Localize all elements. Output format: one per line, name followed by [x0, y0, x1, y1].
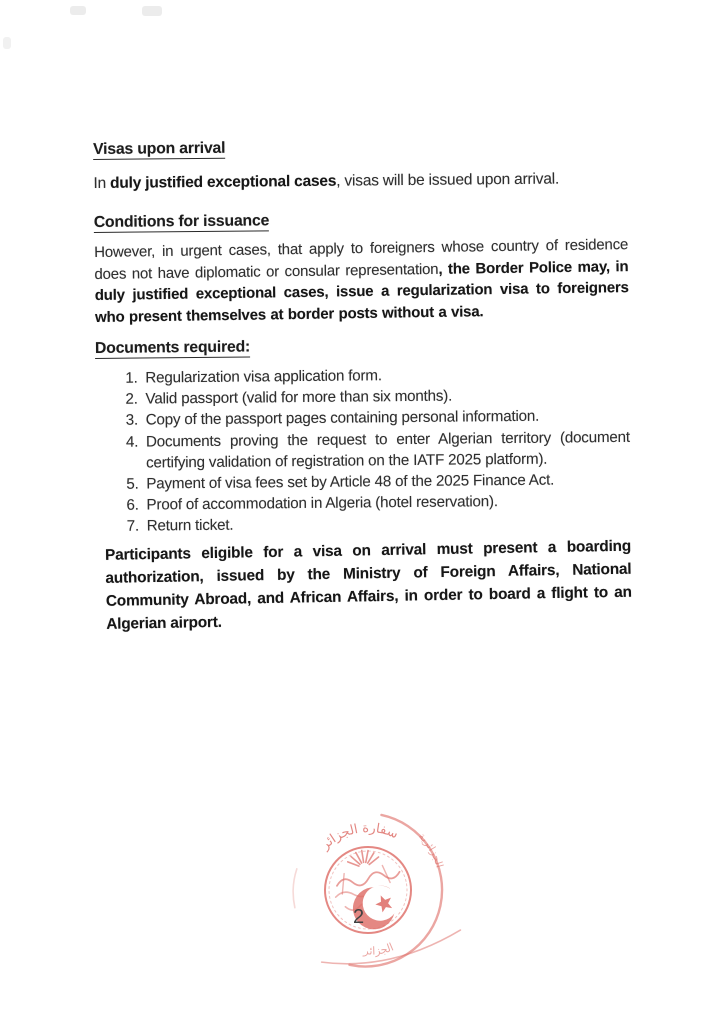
list-item-number: 2. [125, 390, 138, 408]
list-item [127, 511, 631, 537]
list-item-text: Proof of accommodation in Algeria (hotel reservation). [146, 493, 498, 514]
scan-artifact [70, 6, 86, 15]
heading-underlined-text: Documents required: [94, 338, 251, 357]
document-content [93, 135, 632, 636]
list-item-number: 3. [125, 411, 139, 430]
closing-paragraph [97, 534, 633, 635]
closing-text-bold: Participants eligible for a visa on arrival must present a boarding authorization, issued by the Ministry of Foreign Affairs, National Community Abroad, and African Affairs, in order to board a flight to an Algerian airport. [104, 537, 632, 633]
list-item-text: Return ticket. [146, 517, 234, 535]
stamp-side-arabic-text: الجزائرية [415, 830, 445, 870]
list-item-number: 6. [126, 496, 139, 514]
documents-required-list [95, 363, 631, 538]
list-item-text: Documents proving the request to enter Algerian territory (document certifying validation of registration on the IATF 2025 platform). [145, 428, 630, 472]
list-item-text: Payment of visa fees set by Article 48 of the 2025 Finance Act. [146, 471, 555, 493]
intro-paragraph [93, 169, 627, 194]
list-item-text: Regularization visa application form. [145, 367, 382, 387]
list-item [126, 426, 630, 473]
embassy-stamp [283, 806, 473, 974]
scan-artifact [142, 6, 162, 16]
list-item-number: 7. [126, 517, 140, 536]
list-item-text: Copy of the passport pages containing personal information. [145, 408, 540, 429]
intro-text-pre: In [93, 174, 111, 192]
embassy-stamp-graphic [283, 806, 473, 974]
heading-underlined-text: Conditions for issuance [93, 212, 270, 231]
intro-text-bold: duly justified exceptional cases [109, 172, 337, 192]
conditions-text-bold: , the Border Police may, in duly justified exceptional cases, issue a regularization visa to foreigners who present themselves at border posts without a visa. [94, 257, 629, 326]
scan-artifact [3, 37, 11, 49]
stamp-top-arabic-text: سفارة الجزائر [318, 820, 401, 853]
heading-documents-required [95, 334, 629, 358]
stamp-calligraphy-squiggle [336, 869, 401, 889]
conditions-text-regular: However, in urgent cases, that apply to foreigners whose country of residence does not have diplomatic or consular representation [94, 236, 629, 283]
list-item-text: Valid passport (valid for more than six months). [145, 387, 453, 408]
heading-visas-upon-arrival [93, 135, 627, 159]
stamp-outer-arc-faint [289, 869, 303, 908]
list-item-number: 5. [126, 475, 139, 493]
intro-text-post: , visas will be issued upon arrival. [336, 170, 560, 190]
heading-underlined-text: Visas upon arrival [93, 139, 226, 158]
list-item-number: 4. [125, 433, 139, 451]
conditions-paragraph [94, 234, 629, 328]
page-number: 2 [353, 906, 365, 928]
heading-conditions-for-issuance [94, 208, 628, 232]
stamp-bottom-arabic-text: الجزائر [362, 940, 396, 958]
list-item-number: 1. [125, 369, 138, 387]
